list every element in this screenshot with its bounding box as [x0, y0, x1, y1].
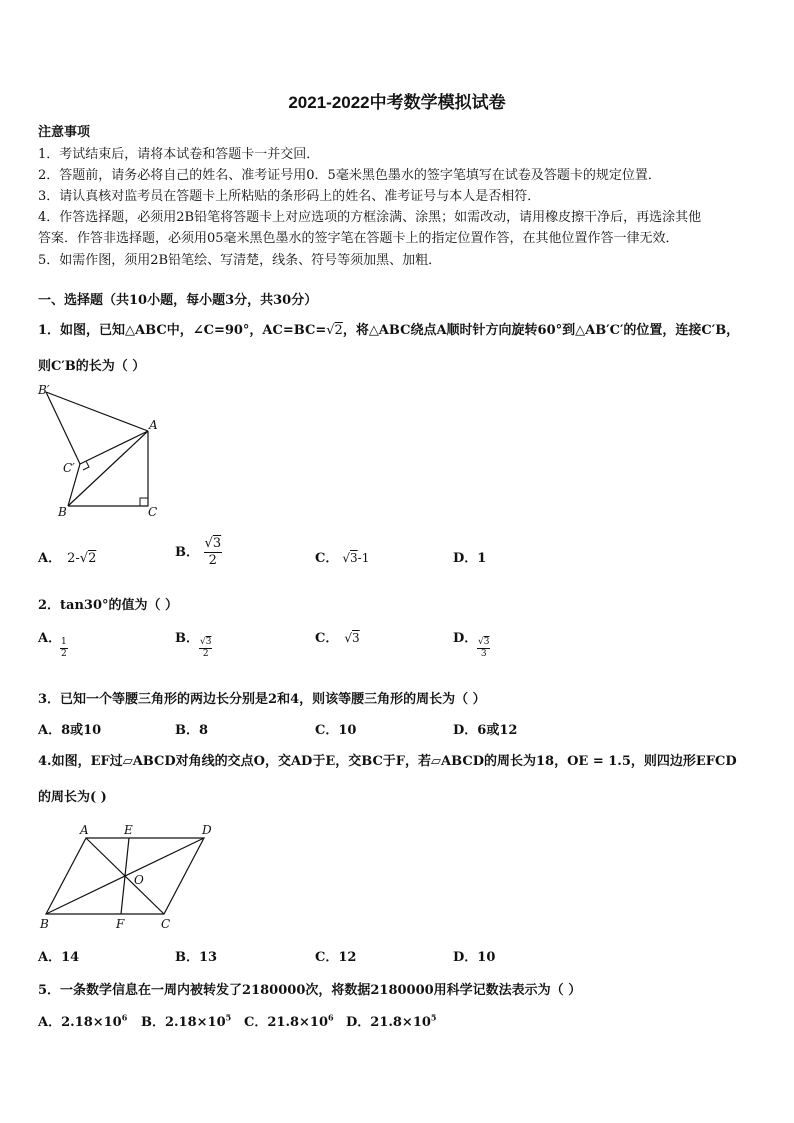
page-title: 2021-2022中考数学模拟试卷	[288, 93, 506, 112]
q3-text: 3．已知一个等腰三角形的两边长分别是2和4，则该等腰三角形的周长为（ ）	[38, 692, 486, 707]
q5-text: 5．一条数学信息在一周内被转发了2180000次，将数据2180000用科学记数法表示为（ ）	[38, 983, 582, 998]
q4-option-c[interactable]: C．12	[315, 950, 357, 965]
q4-label-o: O	[134, 873, 144, 887]
q4-option-a[interactable]: A．14	[38, 950, 80, 965]
q4-figure	[36, 818, 226, 936]
q1-option-b-fraction: $\frac{√3}{2}$	[204, 536, 222, 568]
q1-option-a-value: 2-√2	[67, 551, 97, 566]
notice-line-4: 4．作答选择题，必须用2B铅笔将答题卡上对应选项的方框涂满、涂黑；如需改动，请用橡皮擦干净后，再选涂其他	[38, 210, 702, 225]
q2-option-a[interactable]: A． $\frac{1}{2}$	[38, 631, 67, 659]
q3-option-c[interactable]: C．10	[315, 723, 357, 738]
q4-label-c: C	[161, 917, 171, 931]
q2-text: 2．tan30°的值为（ ）	[38, 598, 179, 613]
q1-label-cprime: C′	[63, 461, 75, 475]
q1-option-d[interactable]: D．1	[453, 551, 487, 566]
notice-heading: 注意事项	[38, 125, 91, 140]
q3-option-d[interactable]: D．6或12	[453, 723, 518, 738]
q2-option-c[interactable]: C． √3	[315, 631, 360, 646]
q2-option-b[interactable]: B． $\frac{√3}{2}$	[175, 631, 212, 659]
q1-label-a: A	[149, 418, 158, 432]
q4-text-line2: 的周长为( )	[38, 790, 107, 805]
q1-option-b[interactable]: B． $\frac{√3}{2}$	[175, 536, 222, 568]
q2-option-d[interactable]: D． $\frac{√3}{3}$	[453, 631, 490, 659]
q4-option-d[interactable]: D．10	[453, 950, 496, 965]
q3-option-b[interactable]: B．8	[175, 723, 209, 738]
q1-label-bprime: B′	[38, 383, 50, 397]
q1-sqrt2: 2	[334, 323, 343, 338]
q2-option-d-fraction: $\frac{√3}{3}$	[478, 637, 490, 659]
notice-line-1: 1．考试结束后，请将本试卷和答题卡一并交回．	[38, 147, 320, 162]
notice-line-5: 答案．作答非选择题，必须用05毫米黑色墨水的签字笔在答题卡上的指定位置作答，在其他位置作答一律无效．	[38, 231, 679, 246]
q1-option-c-value: √3-1	[342, 551, 370, 565]
notice-line-3: 3．请认真核对监考员在答题卡上所粘贴的条形码上的姓名、准考证号与本人是否相符．	[38, 189, 541, 204]
q2-option-a-fraction: $\frac{1}{2}$	[61, 637, 67, 659]
q2-option-c-value: √3	[344, 631, 360, 645]
q5-option-c[interactable]: C．$21.8\times 10^6$	[244, 1012, 334, 1030]
q1-text-part-b: ，将△ABC绕点A顺时针方向旋转60°到△AB′C′的位置，连接C′B，	[342, 323, 740, 338]
q1-option-a[interactable]: A． 2-√2	[38, 551, 97, 566]
q4-label-b: B	[40, 917, 49, 931]
q4-option-b[interactable]: B．13	[175, 950, 218, 965]
q5-option-d[interactable]: D．$21.8\times 10^5$	[346, 1012, 437, 1030]
q4-label-d: D	[202, 823, 212, 837]
q5-option-a[interactable]: A．$2.18\times 10^6$	[38, 1012, 128, 1030]
q1-text-part-a: 1．如图，已知△ABC中，∠C=90°，AC=BC=	[38, 323, 327, 338]
q1-figure	[30, 380, 170, 525]
q1-label-c: C	[148, 505, 158, 519]
q1-text-line2: 则C′B的长为（ ）	[38, 359, 146, 374]
notice-line-2: 2．答题前，请务必将自己的姓名、准考证号用0．5毫米黑色墨水的签字笔填写在试卷及答题卡的规定位置．	[38, 168, 661, 183]
q5-option-b[interactable]: B．$2.18\times 10^5$	[141, 1012, 232, 1030]
q4-label-f: F	[116, 917, 125, 931]
q4-label-a: A	[80, 823, 89, 837]
q4-label-e: E	[124, 823, 133, 837]
q4-text: 4.如图，EF过▱ABCD对角线的交点O，交AD于E，交BC于F，若▱ABCD的周长为18，OE = 1.5，则四边形EFCD	[38, 754, 737, 769]
q3-option-a[interactable]: A．8或10	[38, 723, 102, 738]
q1-option-c[interactable]: C． √3-1	[315, 551, 370, 566]
q1-text: 1．如图，已知△ABC中，∠C=90°，AC=BC=√2，将△ABC绕点A顺时针方向旋转60°到△AB′C′的位置，连接C′B，	[38, 323, 740, 338]
section-heading: 一、选择题（共10小题，每小题3分，共30分）	[38, 293, 318, 308]
q2-option-b-fraction: $\frac{√3}{2}$	[200, 637, 212, 659]
notice-line-6: 5．如需作图，须用2B铅笔绘、写清楚，线条、符号等须加黑、加粗．	[38, 253, 442, 268]
q1-label-b: B	[58, 505, 67, 519]
